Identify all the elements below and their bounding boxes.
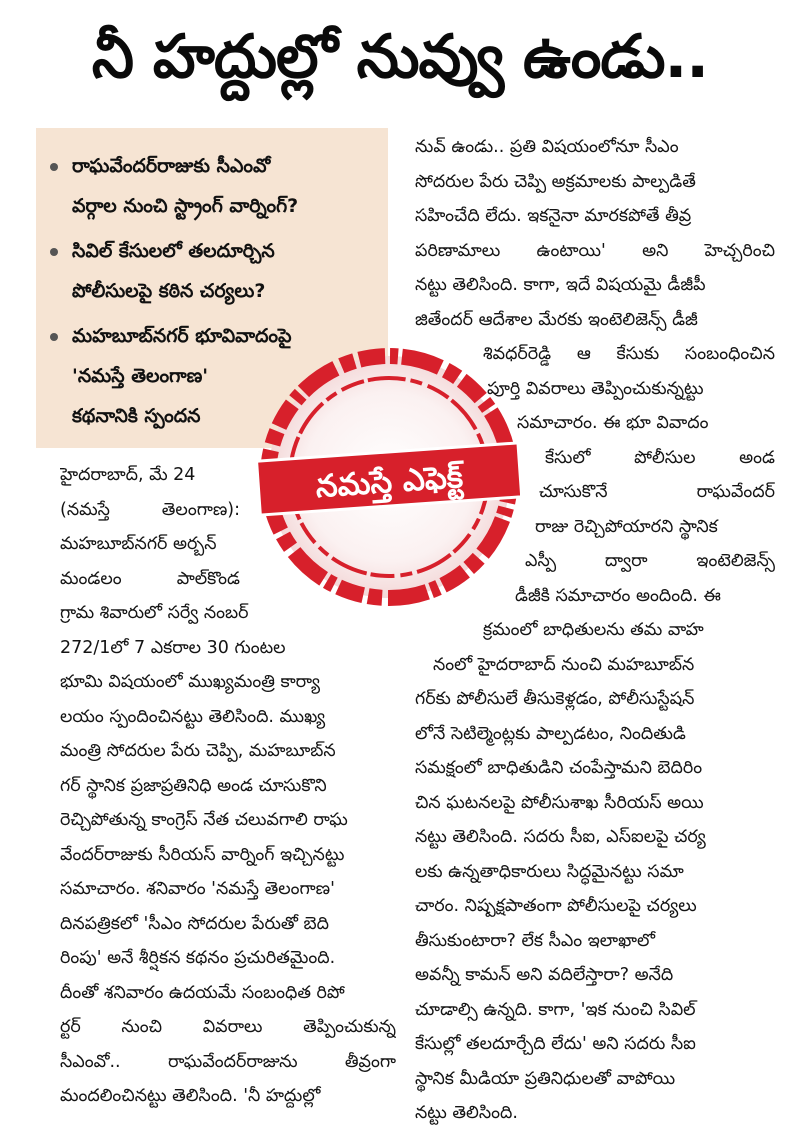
body-line: కేసులో పోలీసుల అండ: [545, 447, 775, 468]
body-line: నట్టు తెలిసింది. సదరు సీఐ, ఎస్‌ఐలపై చర్య: [415, 827, 706, 847]
body-line: డీజీకి సమాచారం అందింది. ఈ: [515, 585, 721, 606]
body-line: నట్టు తెలిసింది.: [415, 1103, 518, 1123]
bullet-icon: [50, 333, 58, 341]
body-line: సోదరుల పేరు చెప్పి అక్రమాలకు పాల్పడితే: [415, 171, 696, 192]
body-line: హైదరాబాద్‌, మే 24: [60, 465, 196, 485]
body-line: నువ్‌ ఉండు.. ప్రతి విషయంలోనూ సీఎం: [415, 137, 679, 157]
body-line: (నమస్తే తెలంగాణ):: [60, 499, 240, 520]
body-line: 272/1లో 7 ఎకరాల 30 గుంటల: [60, 637, 286, 658]
body-line: సమక్షంలో బాధితుడిని చంపేస్తామని బెదిరిం: [415, 758, 703, 778]
body-line: లకు ఉన్నతాధికారులు సిద్ధమైనట్టు సమా: [415, 861, 684, 882]
body-line: మంత్రి సోదరుల పేరు చెప్పి, మహబూబ్‌న: [60, 741, 336, 761]
headline: నీ హద్దుల్లో నువ్వు ఉండు..: [91, 22, 709, 92]
body-line: తీసుకుంటారా? లేక సీఎం ఇలాఖాలో: [415, 930, 655, 951]
body-line: అవన్నీ కామన్‌ అని వదిలేస్తారా? అనేది: [415, 965, 674, 985]
bullet-icon: [50, 163, 58, 171]
body-line: గర్‌కు పోలీసులే తీసుకెళ్లడం, పోలీసుస్టేషన్‌: [415, 689, 695, 709]
body-line: సీఎంవో.. రాఘవేందర్‌రాజును తీవ్రంగా: [60, 1051, 396, 1072]
stamp-label: నమస్తే ఎఫెక్ట్‌: [314, 458, 465, 506]
body-line: దినపత్రికలో 'సీఎం సోదరుల పేరుతో బెది: [60, 913, 330, 934]
body-line: భూమి విషయంలో ముఖ్యమంత్రి కార్యా: [60, 672, 321, 692]
body-line: స్థానిక మీడియా ప్రతినిధులతో వాపోయి: [415, 1068, 676, 1089]
body-line: సమాచారం. శనివారం 'నమస్తే తెలంగాణ': [60, 879, 335, 899]
highlight-item: [50, 231, 374, 311]
highlight-line: వర్గాల నుంచి స్ట్రాంగ్‌ వార్నింగ్‌?: [72, 195, 299, 217]
article-column-right: [415, 130, 775, 1131]
body-line: వేందర్‌రాజుకు సీరియస్‌ వార్నింగ్‌ ఇచ్చినట్టు: [60, 844, 345, 865]
body-line: సహించేది లేదు. ఇకనైనా మారకపోతే తీవ్ర: [415, 206, 692, 226]
highlight-item: [50, 146, 374, 226]
body-line: ర్టర్‌ నుంచి వివరాలు తెప్పించుకున్న: [60, 1017, 396, 1037]
body-line: నంలో హైదరాబాద్‌ నుంచి మహబూబ్‌న: [433, 654, 695, 675]
body-line: గర్‌ స్థానిక ప్రజాప్రతినిధి అండ చూసుకొని: [60, 775, 327, 796]
body-line: కేసుల్లో తలదూర్చేది లేదు' అని సదరు సీఐ: [415, 1034, 696, 1054]
body-line: గ్రామ శివారులో సర్వే నంబర్‌: [60, 603, 249, 623]
highlight-line: 'నమస్తే తెలంగాణ': [72, 365, 209, 387]
body-line: మహబూబ్‌నగర్‌ అర్బన్‌: [60, 534, 217, 554]
body-line: దీంతో శనివారం ఉదయమే సంబంధిత రిపో: [60, 982, 345, 1003]
body-line: చూసుకొనే రాఘవేందర్‌: [539, 482, 775, 502]
body-line: నట్టు తెలిసింది. కాగా, ఇదే విషయమై డీజీపీ: [415, 275, 706, 295]
body-line: లోనే సెటిల్మెంట్లకు పాల్పడటం, నిందితుడి: [415, 723, 686, 744]
body-line: పరిణామాలు ఉంటాయి' అని హెచ్చరించి: [415, 240, 775, 261]
body-line: రెచ్చిపోతున్న కాంగ్రెస్‌ నేత చలువగాలి రాఘ: [60, 810, 348, 830]
bullet-icon: [50, 248, 58, 256]
body-line: పూర్తి వివరాలు తెప్పించుకున్నట్టు: [487, 378, 704, 399]
body-line: జితేందర్‌ ఆదేశాల మేరకు ఇంటెలిజెన్స్‌ డీజీ: [415, 309, 698, 330]
body-line: శివధర్‌రెడ్డి ఆ కేసుకు సంబంధించిన: [483, 344, 775, 364]
highlight-line: మహబూబ్‌నగర్‌ భూవివాదంపై: [72, 325, 292, 347]
body-line: మండలం పాల్‌కొండ: [60, 568, 240, 589]
highlight-line: సివిల్‌ కేసులలో తలదూర్చిన: [72, 240, 275, 262]
body-line: క్రమంలో బాధితులను తమ వాహ: [483, 620, 704, 640]
namaste-effect-stamp: [258, 346, 520, 608]
body-line: రాజు రెచ్చిపోయారని స్థానిక: [535, 516, 718, 537]
body-line: చిన ఘటనలపై పోలీసుశాఖ సీరియస్‌ అయి: [415, 792, 704, 813]
body-line: లయం స్పందించినట్టు తెలిసింది. ముఖ్య: [60, 706, 326, 727]
body-line: రింపు' అనే శీర్షికన కథనం ప్రచురితమైంది.: [60, 948, 336, 968]
body-line: చూడాల్సి ఉన్నది. కాగా, 'ఇక నుంచి సివిల్‌: [415, 999, 696, 1020]
body-line: చారం. నిష్పక్షపాతంగా పోలీసులపై చర్యలు: [415, 896, 697, 916]
body-line: మందలించినట్టు తెలిసింది. 'నీ హద్దుల్లో: [60, 1086, 321, 1106]
highlight-line: రాఘవేందర్‌రాజుకు సీఎంవో: [72, 155, 271, 177]
highlight-line: కథనానికి స్పందన: [72, 405, 201, 427]
body-line: సమాచారం. ఈ భూ వివాదం: [517, 413, 709, 433]
body-line: ఎస్పీ ద్వారా ఇంటెలిజెన్స్‌: [525, 551, 775, 571]
highlight-line: పోలీసులపై కఠిన చర్యలు?: [72, 280, 266, 302]
